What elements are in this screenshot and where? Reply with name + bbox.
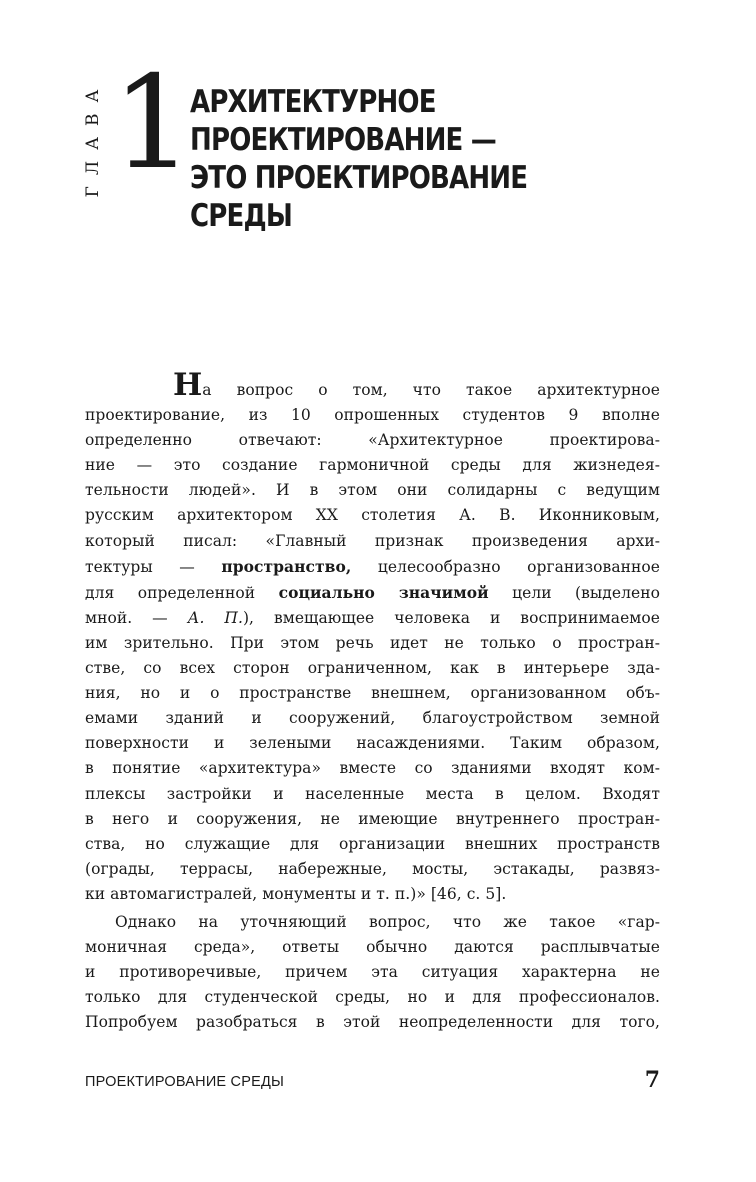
text-line: поверхности и зелеными насаждениями. Таким образом,: [85, 734, 660, 753]
text-line: [85, 554, 660, 580]
running-title: ПРОЕКТИРОВАНИЕ СРЕДЫ: [85, 1074, 285, 1090]
text-line: ства, но служащие для организации внешних пространств: [85, 834, 660, 853]
text-line: [85, 580, 660, 606]
text-run: тектуры —: [85, 557, 222, 576]
drop-cap: Н: [173, 367, 203, 403]
bold-term: социально значимой: [278, 582, 489, 602]
text-line: стве, со всех сторон ограниченном, как в интерьере зда-: [85, 659, 660, 678]
text-line: в понятие «архитектура» вместе со зданиями входят ком-: [85, 759, 660, 778]
text-line: в него и сооружения, не имеющие внутреннего простран-: [85, 809, 660, 828]
text-line: который писал: «Главный признак произведения архи-: [85, 531, 660, 550]
page-number: 7: [644, 1067, 660, 1093]
text-line: плексы застройки и населенные места в целом. Входят: [85, 784, 660, 803]
text-line: им зрительно. При этом речь идет не только о простран-: [85, 633, 660, 652]
paragraph-1: [85, 367, 661, 907]
text-run: цели (выделено: [488, 583, 660, 602]
text-line: определенно отвечают: «Архитектурное проектирова-: [85, 431, 660, 450]
paragraph-2: [85, 910, 660, 1035]
chapter-title-line: ПРОЕКТИРОВАНИЕ —: [190, 122, 496, 158]
bold-term: пространство,: [221, 556, 352, 576]
text-line: [85, 606, 660, 631]
text-line: русским архитектором XX столетия А. В. Иконниковым,: [85, 506, 660, 525]
text-line: проектирование, из 10 опрошенных студентов 9 вполне: [85, 406, 660, 425]
text-run: целесообразно организованное: [351, 557, 660, 576]
chapter-title-line: ЭТО ПРОЕКТИРОВАНИЕ: [190, 160, 528, 196]
text-line: и противоречивые, причем эта ситуация характерна не: [85, 963, 660, 982]
text-line: ние — это создание гармоничной среды для жизнедея-: [85, 456, 660, 475]
text-line: Попробуем разобраться в этой неопределенности для того,: [85, 1013, 660, 1032]
text-line: [85, 367, 660, 403]
chapter-title-line: СРЕДЫ: [190, 198, 292, 234]
text-line: Однако на уточняющий вопрос, что же такое «гар-: [115, 913, 660, 931]
chapter-title: [190, 83, 527, 235]
text-line: только для студенческой среды, но и для профессионалов.: [85, 988, 660, 1007]
text-run: для определенной: [85, 583, 279, 602]
text-run: а вопрос о том, что такое архитектурное: [202, 381, 660, 399]
text-line: ния, но и о пространстве внешнем, организованном объ-: [85, 684, 660, 703]
text-line: моничная среда», ответы обычно даются расплывчатые: [85, 938, 660, 957]
chapter-number: 1: [112, 49, 194, 198]
text-run: мной. —: [85, 608, 188, 627]
text-line: (ограды, террасы, набережные, мосты, эстакады, развяз-: [85, 859, 660, 878]
chapter-label: [80, 78, 106, 198]
chapter-title-line: АРХИТЕКТУРНОЕ: [190, 84, 436, 120]
text-line: тельности людей». И в этом они солидарны с ведущим: [85, 481, 660, 500]
chapter-label-text: ГЛАВА: [83, 78, 103, 198]
text-line: ки автомагистралей, монументы и т. п.)» [46, с. 5].: [85, 884, 507, 903]
text-line: емами зданий и сооружений, благоустройством земной: [85, 709, 660, 728]
text-run: ), вмещающее человека и воспринимаемое: [242, 608, 661, 627]
italic-initials: А. П.: [187, 608, 243, 627]
